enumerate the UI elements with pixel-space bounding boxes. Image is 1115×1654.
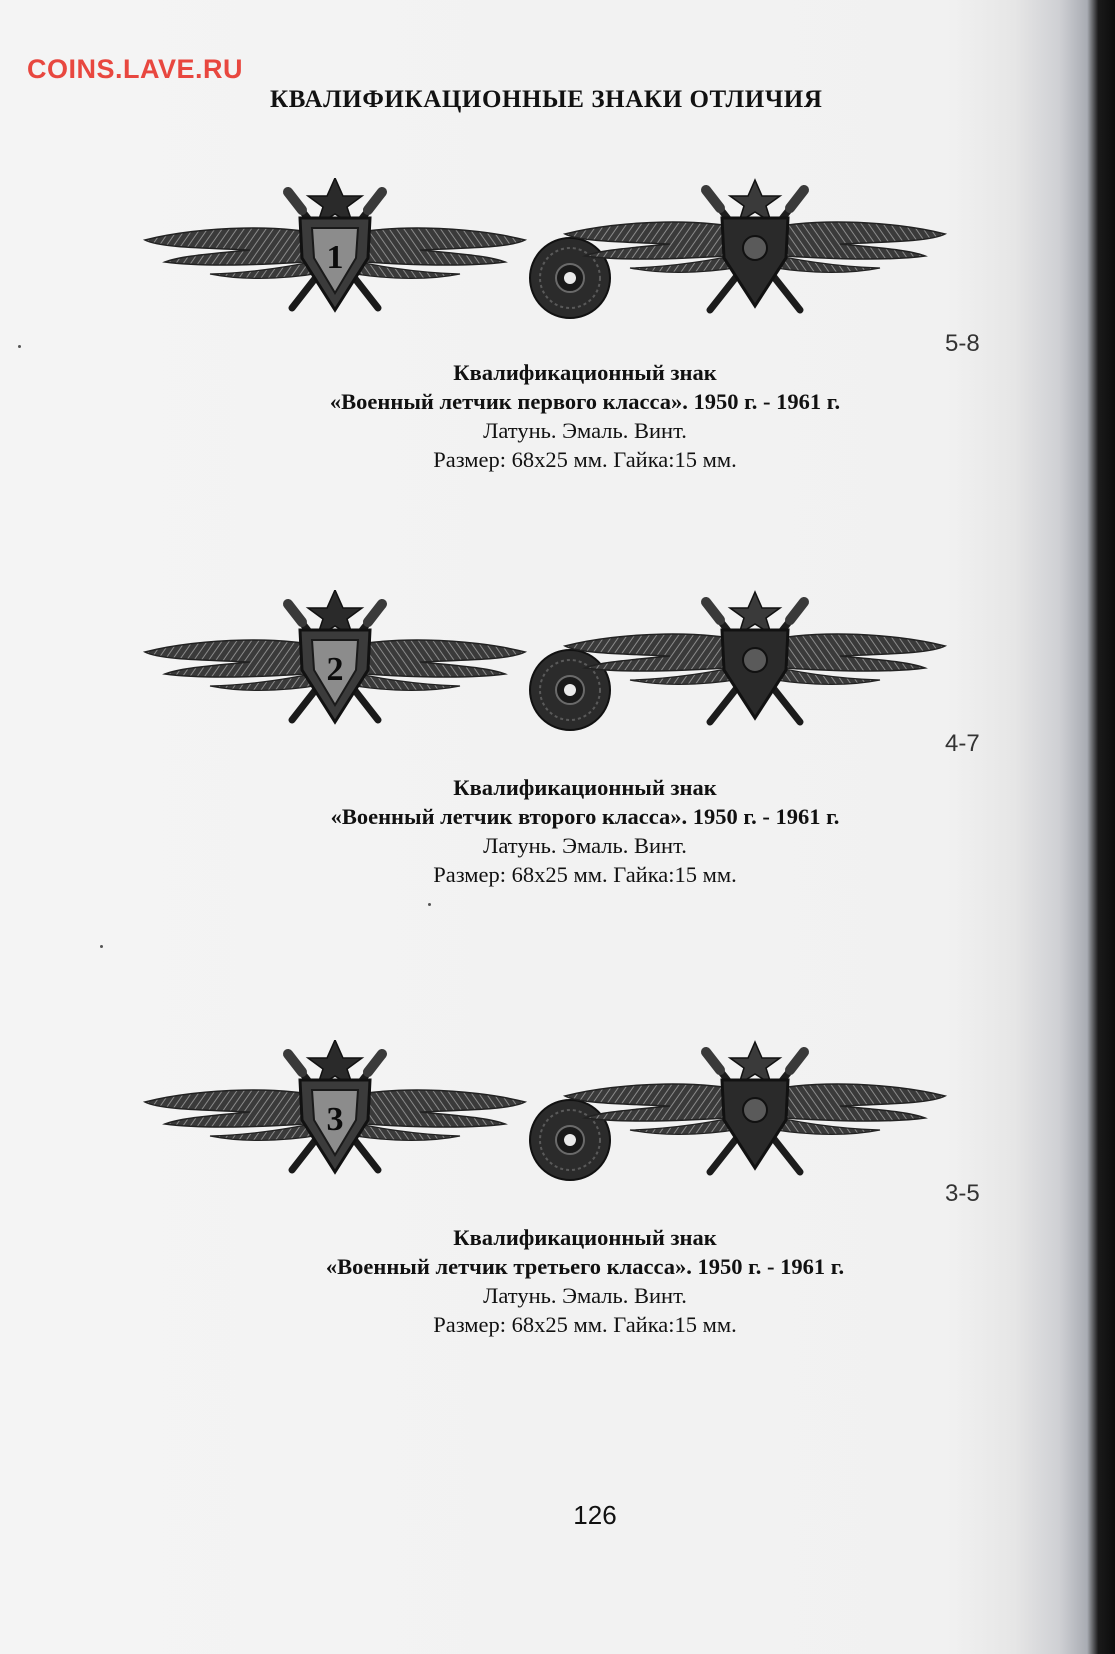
badge-entry-1	[0, 178, 1115, 508]
badge-back-icon	[565, 180, 945, 310]
scan-speck	[428, 903, 431, 906]
caption-material: Латунь. Эмаль. Винт.	[483, 1283, 687, 1308]
price-estimate: 3-5	[945, 1180, 980, 1207]
caption-size: Размер: 68x25 мм. Гайка:15 мм.	[433, 1312, 737, 1337]
caption-subtitle: «Военный летчик первого класса». 1950 г. - 1961 г.	[329, 389, 841, 414]
class-numeral: 1	[326, 239, 344, 276]
badge-back-icon	[565, 1042, 945, 1172]
badge-entry-3	[0, 1040, 1115, 1370]
watermark: COINS.LAVE.RU	[27, 54, 244, 84]
nut-icon	[530, 1100, 610, 1180]
page-number: 126	[573, 1500, 617, 1530]
caption-title: Квалификационный знак	[453, 360, 717, 385]
badge-front-icon	[145, 590, 525, 722]
class-numeral: 3	[326, 1101, 344, 1138]
page-header: КВАЛИФИКАЦИОННЫЕ ЗНАКИ ОТЛИЧИЯ	[270, 86, 823, 113]
scan-speck	[100, 945, 103, 948]
badge-photos	[140, 1040, 1010, 1200]
badge-front-icon	[145, 1040, 525, 1172]
caption-material: Латунь. Эмаль. Винт.	[483, 833, 687, 858]
nut-icon	[530, 650, 610, 730]
badge-caption	[200, 1223, 970, 1339]
caption-size: Размер: 68x25 мм. Гайка:15 мм.	[433, 447, 737, 472]
caption-subtitle: «Военный летчик второго класса». 1950 г. - 1961 г.	[330, 804, 840, 829]
caption-title: Квалификационный знак	[453, 775, 717, 800]
badge-entry-2	[0, 590, 1115, 920]
badge-back-icon	[565, 592, 945, 722]
badge-caption	[200, 773, 970, 889]
nut-icon	[530, 238, 610, 318]
caption-material: Латунь. Эмаль. Винт.	[483, 418, 687, 443]
badge-photos	[140, 590, 1010, 750]
price-estimate: 4-7	[945, 730, 980, 757]
caption-size: Размер: 68x25 мм. Гайка:15 мм.	[433, 862, 737, 887]
class-numeral: 2	[326, 651, 344, 688]
caption-subtitle: «Военный летчик третьего класса». 1950 г. - 1961 г.	[325, 1254, 845, 1279]
caption-title: Квалификационный знак	[453, 1225, 717, 1250]
price-estimate: 5-8	[945, 330, 980, 357]
badge-front-icon	[145, 178, 525, 310]
badge-photos	[140, 178, 1010, 338]
scan-speck	[18, 345, 21, 348]
badge-caption	[200, 358, 970, 474]
